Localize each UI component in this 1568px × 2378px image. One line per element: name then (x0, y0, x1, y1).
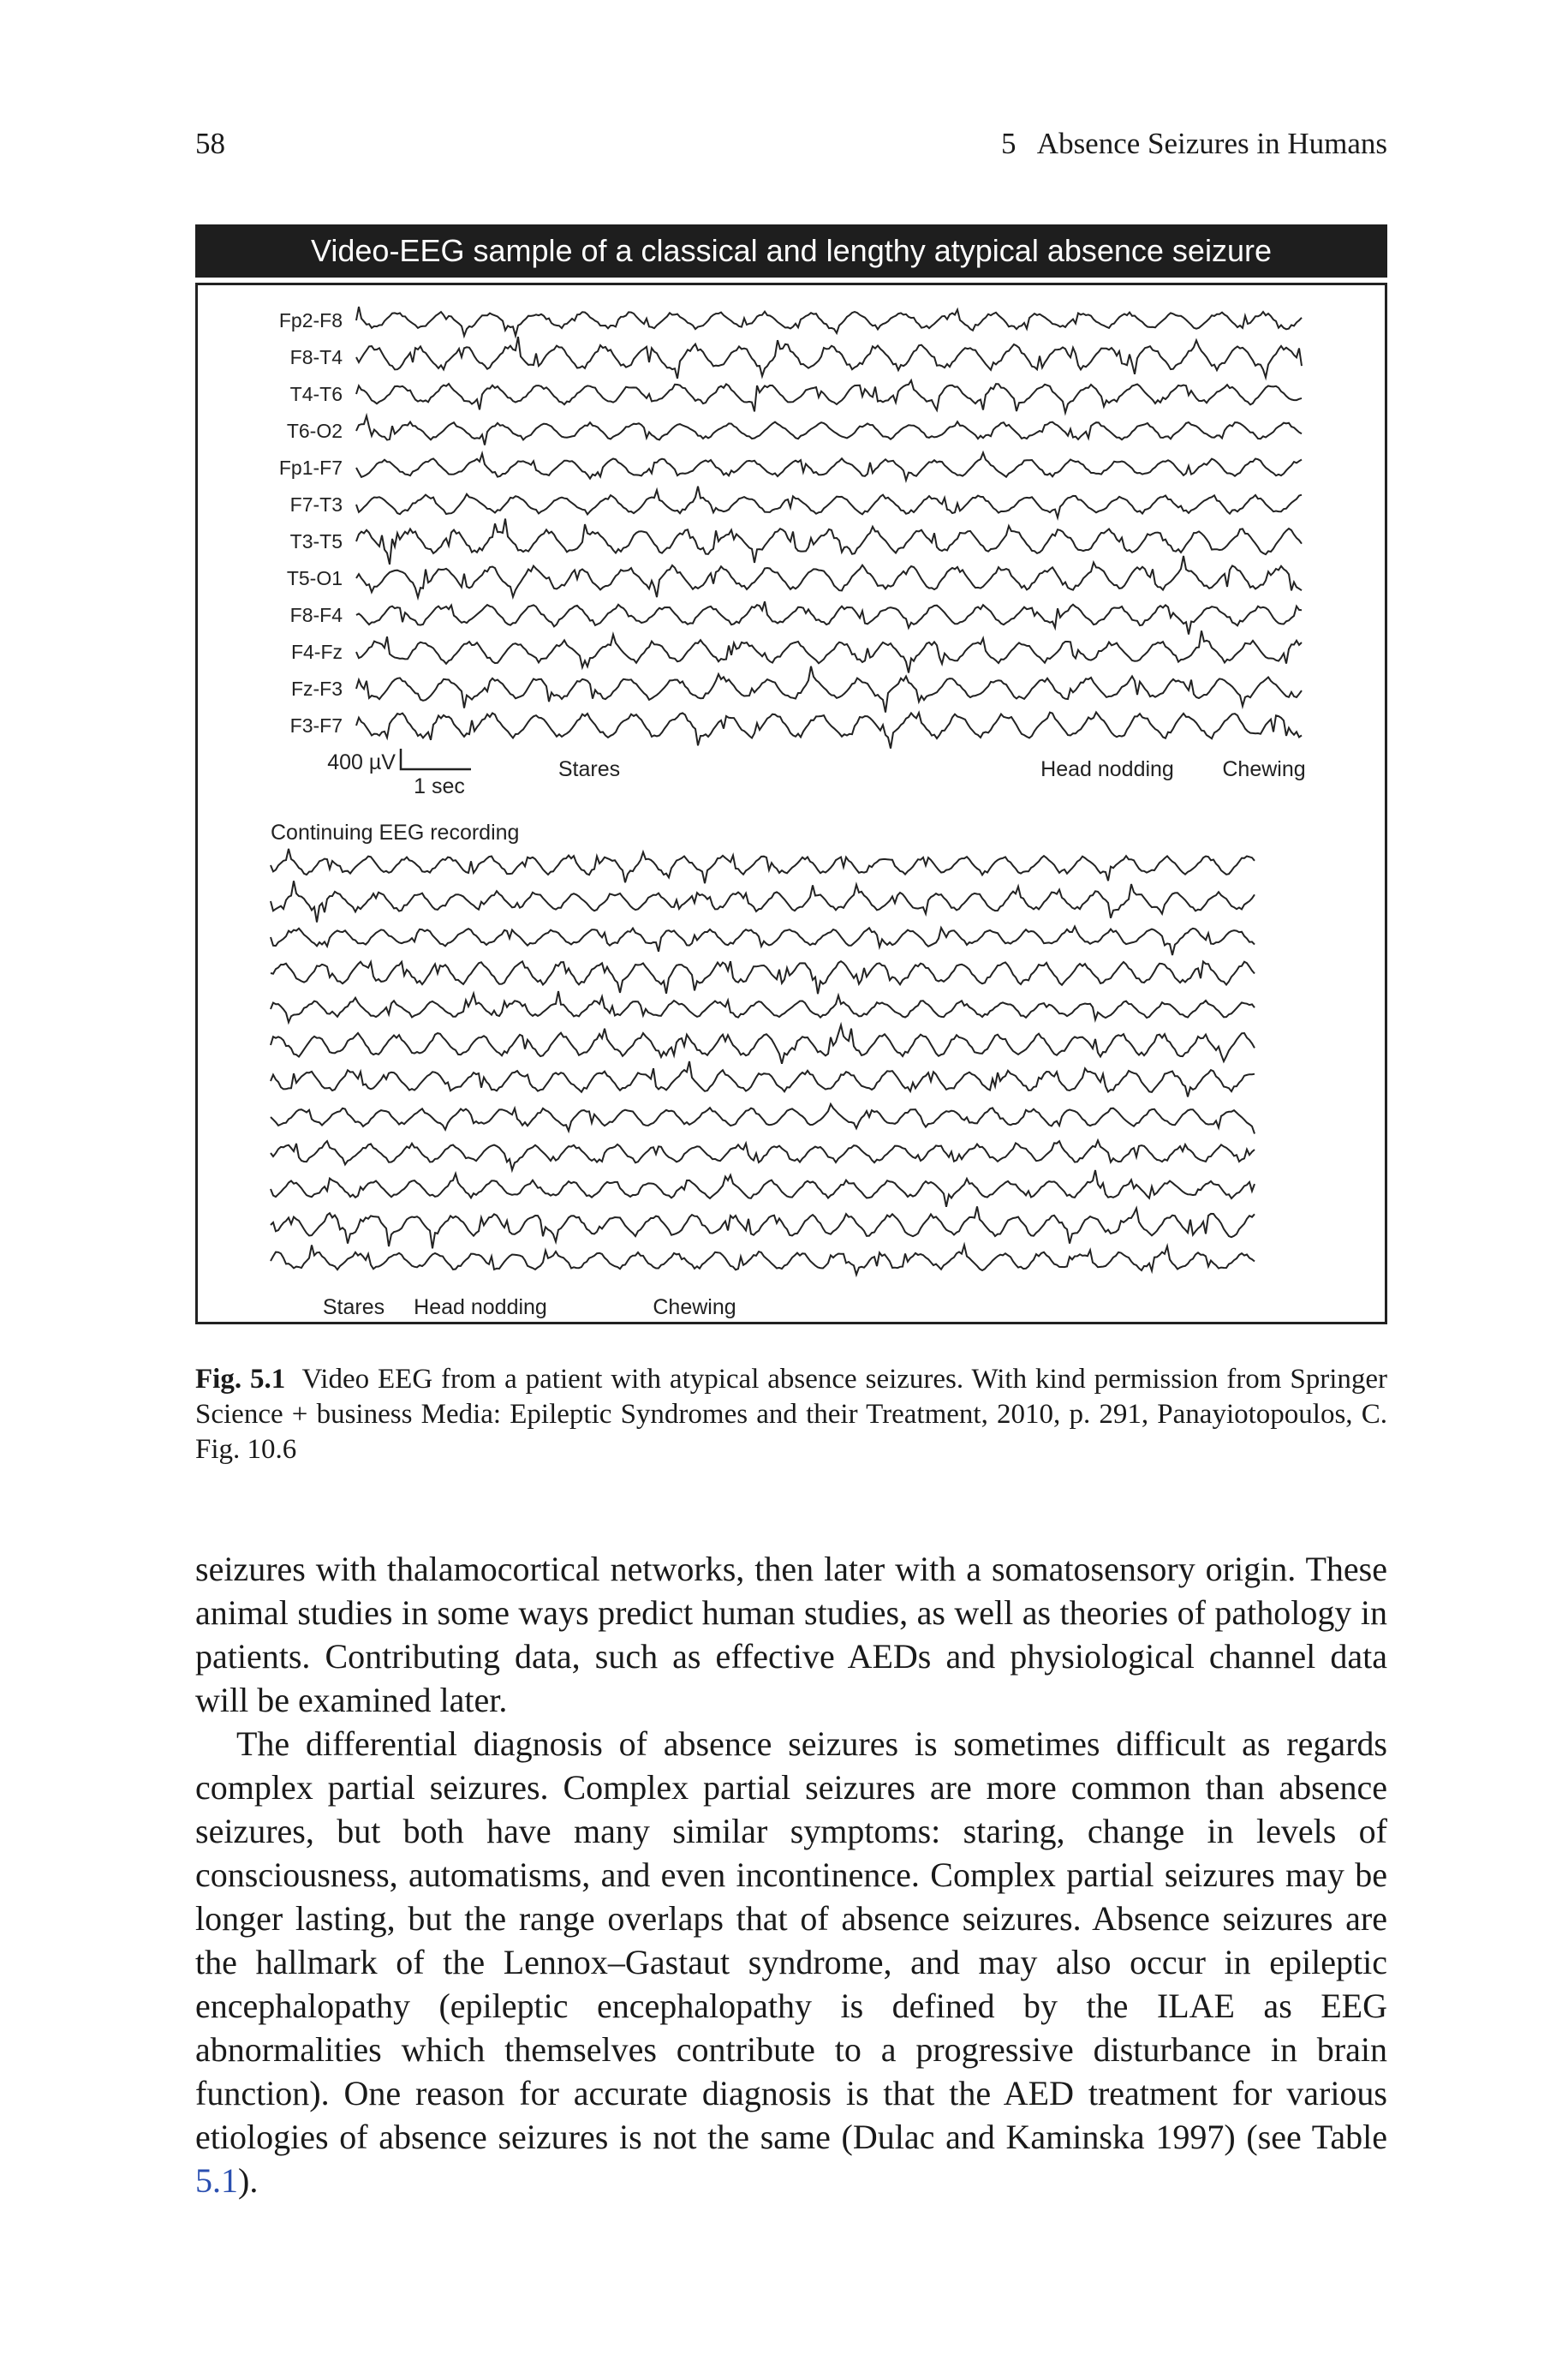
scale-bar (327, 749, 471, 798)
paragraph (195, 1722, 1387, 2202)
eeg-trace (356, 556, 1302, 598)
annotation-chewing: Chewing (1222, 757, 1306, 781)
eeg-trace (271, 961, 1255, 994)
annotation-stares-2: Stares (322, 1295, 385, 1319)
eeg-trace (356, 519, 1302, 565)
annotation-stares: Stares (557, 757, 621, 781)
figure-title: Video-EEG sample of a classical and lengthy atypical absence seizure (195, 224, 1387, 278)
channel-label: Fp1-F7 (278, 457, 343, 479)
scale-bar-lines (401, 749, 471, 769)
eeg-trace (356, 712, 1302, 748)
eeg-trace (271, 1104, 1255, 1134)
eeg-trace (271, 1061, 1255, 1096)
eeg-trace (356, 453, 1302, 481)
eeg-trace (271, 927, 1255, 956)
eeg-trace (356, 630, 1302, 672)
eeg-trace (356, 601, 1302, 634)
caption-label: Fig. 5.1 (195, 1364, 286, 1395)
eeg-trace (356, 380, 1302, 413)
continuing-label: Continuing EEG recording (271, 821, 520, 845)
scale-time: 1 sec (414, 774, 465, 798)
paragraph-end: ). (238, 2161, 259, 2200)
eeg-trace (356, 307, 1302, 336)
page-header (195, 127, 1387, 164)
channel-label: T6-O2 (286, 420, 343, 442)
eeg-trace (271, 849, 1255, 883)
eeg-trace (271, 1025, 1255, 1064)
channel-label: F8-F4 (289, 604, 343, 626)
eeg-trace (271, 1245, 1255, 1275)
eeg-trace (271, 881, 1255, 922)
channel-label: F8-T4 (289, 346, 343, 368)
paragraph: seizures with thalamocortical networks, then later with a somatosensory origin. These animal studies in some ways predict human studies, as well as theories of pathology in patients. Contributing data, such as effective AEDs and physiological channel data will be examined later. (195, 1550, 1387, 1719)
eeg-plot (195, 224, 1387, 1324)
eeg-trace (356, 666, 1302, 713)
figure-caption (195, 1362, 1395, 1467)
caption-text: Video EEG from a patient with atypical absence seizures. With kind permission from Springer Science + business Media: Epileptic Syndromes and their Treatment, 2010, p. 291, Panayiotopoulos, C. Fig. 10.6 (195, 1364, 1395, 1465)
eeg-trace (356, 337, 1302, 379)
paragraph-text: The differential diagnosis of absence seizures is sometimes difficult as regards complex partial seizures. Complex partial seizures are more common than absence seizures, but both have many similar symptoms: staring, change in levels of consciousness, automatisms, and even incontinence. Complex partial seizures may be longer lasting, but the range overlaps that of absence seizures. Absence seizures are the hallmark of the Lennox–Gastaut syndrome, and may also occur in epileptic encephalopathy (epileptic encephalopathy is defined by the ILAE as EEG abnormalities which themselves contribute to a progressive disturbance in brain function). One reason for accurate diagnosis is that the AED treatment for various etiologies of absence seizures is not the same (Dulac and Kaminska 1997) (see Table (195, 1724, 1387, 2156)
eeg-traces-panel1 (356, 307, 1302, 749)
table-reference-link[interactable]: 5.1 (195, 2161, 238, 2200)
eeg-trace (271, 1140, 1255, 1170)
eeg-traces-panel2 (271, 849, 1255, 1275)
eeg-trace (356, 487, 1302, 518)
scale-amplitude: 400 µV (327, 750, 396, 774)
eeg-trace (271, 1206, 1255, 1248)
eeg-trace (271, 1170, 1255, 1207)
channel-label: T4-T6 (289, 383, 343, 405)
eeg-trace (356, 416, 1302, 445)
channel-label: F7-T3 (289, 493, 343, 516)
channel-label: T3-T5 (289, 530, 343, 553)
figure-eeg (195, 224, 1387, 1324)
annotation-chewing-2: Chewing (653, 1295, 736, 1319)
channel-label: T5-O1 (286, 567, 343, 589)
page-number: 58 (195, 127, 225, 160)
running-title: 5 Absence Seizures in Humans (1000, 127, 1387, 160)
annotation-head-nodding-2: Head nodding (414, 1295, 547, 1319)
eeg-trace (271, 991, 1255, 1022)
channel-label: F4-Fz (290, 641, 343, 663)
channel-labels (279, 309, 343, 737)
channel-label: Fp2-F8 (278, 309, 343, 332)
channel-label: Fz-F3 (290, 678, 343, 700)
annotation-head-nodding: Head nodding (1040, 757, 1174, 781)
body-text (195, 1547, 1387, 2202)
channel-label: F3-F7 (289, 714, 343, 737)
